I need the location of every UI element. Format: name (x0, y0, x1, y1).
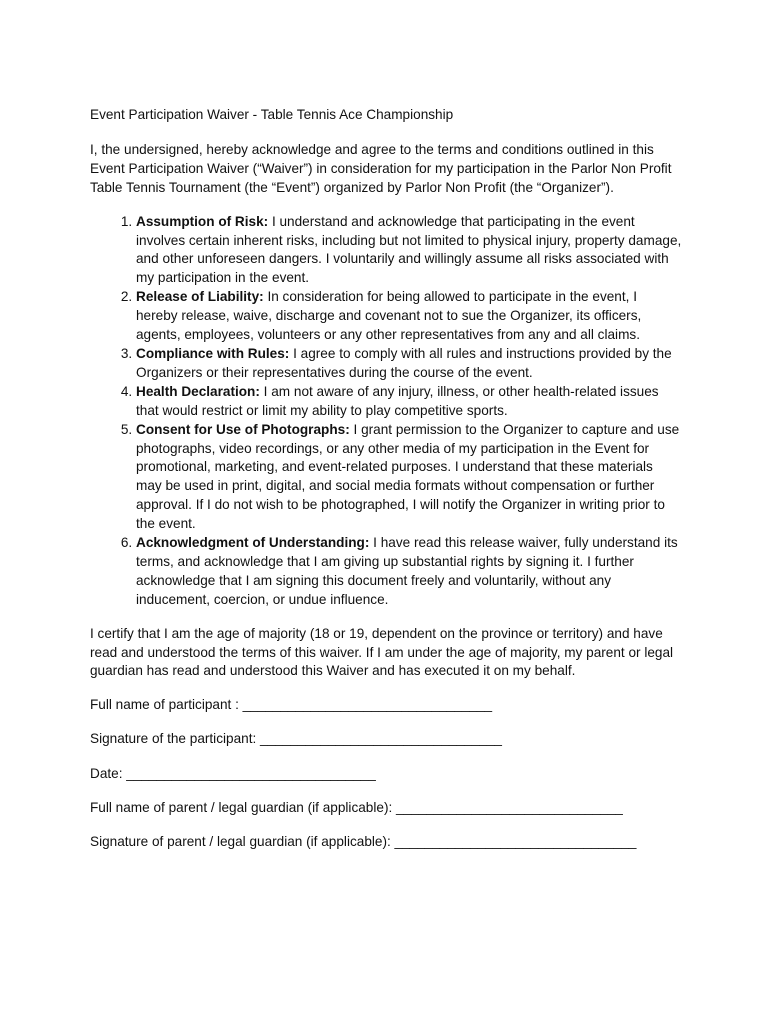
term-text: I grant permission to the Organizer to capture and use photographs, video recordings, or any other media of my participation in the Event for promotional, marketing, and event-related purposes. I understand that these materials may be used in print, digital, and social media formats without compensation or further approval. If I do not wish to be photographed, I will notify the Organizer in writing prior to the event. (136, 421, 680, 532)
guardian-name-field: Full name of parent / legal guardian (if applicable): ______________________________ (90, 799, 623, 815)
intro-paragraph: I, the undersigned, hereby acknowledge and agree to the terms and conditions outlined in this Event Participation Waiver (“Waiver”) in consideration for my participation in the Parlor Non Profit Table Tennis Tournament (the “Event”) organized by Parlor Non Profit (the “Organizer”). (90, 141, 672, 195)
waiver-document (90, 106, 682, 867)
certification-paragraph: I certify that I am the age of majority (18 or 19, dependent on the province or territory) and have read and understood the terms of this waiver. If I am under the age of majority, my parent or legal guardian has read and understood this Waiver and has executed it on my behalf. (90, 625, 674, 679)
term-text: In consideration for being allowed to participate in the event, I hereby release, waive, discharge and covenant not to sue the Organizer, its officers, agents, employees, volunteers or any other representatives from any and all claims. (136, 289, 642, 343)
term-heading: Compliance with Rules: (136, 345, 290, 361)
term-item-health-declaration (136, 383, 682, 421)
term-item-release-of-liability (136, 288, 682, 345)
term-heading: Release of Liability: (136, 289, 264, 305)
date-field: Date: _________________________________ (90, 765, 376, 781)
term-heading: Health Declaration: (136, 383, 260, 399)
term-item-assumption-of-risk (136, 213, 682, 289)
terms-list (90, 213, 682, 610)
participant-name-field: Full name of participant : _________________________________ (90, 697, 493, 713)
term-heading: Consent for Use of Photographs: (136, 421, 350, 437)
term-heading: Assumption of Risk: (136, 213, 269, 229)
term-text: I am not aware of any injury, illness, or other health-related issues that would restrict or limit my ability to play competitive sports. (136, 383, 659, 418)
guardian-signature-field: Signature of parent / legal guardian (if applicable): ________________________________ (90, 833, 637, 849)
term-heading: Acknowledgment of Understanding: (136, 535, 370, 551)
term-text: I have read this release waiver, fully understand its terms, and acknowledge that I am giving up substantial rights by signing it. I further acknowledge that I am signing this document freely and voluntarily, without any inducement, coercion, or undue influence. (136, 535, 678, 607)
term-item-acknowledgment (136, 534, 682, 610)
term-text: I agree to comply with all rules and instructions provided by the Organizers or their representatives during the course of the event. (136, 345, 672, 380)
term-text: I understand and acknowledge that participating in the event involves certain inherent risks, including but not limited to physical injury, property damage, and other unforeseen dangers. I voluntarily and willingly assume all risks associated with my participation in the event. (136, 213, 682, 286)
term-item-consent-photographs (136, 421, 682, 534)
participant-signature-field: Signature of the participant: ________________________________ (90, 731, 502, 747)
term-item-compliance-with-rules (136, 345, 682, 383)
document-title: Event Participation Waiver - Table Tennis Ace Championship (90, 107, 454, 122)
